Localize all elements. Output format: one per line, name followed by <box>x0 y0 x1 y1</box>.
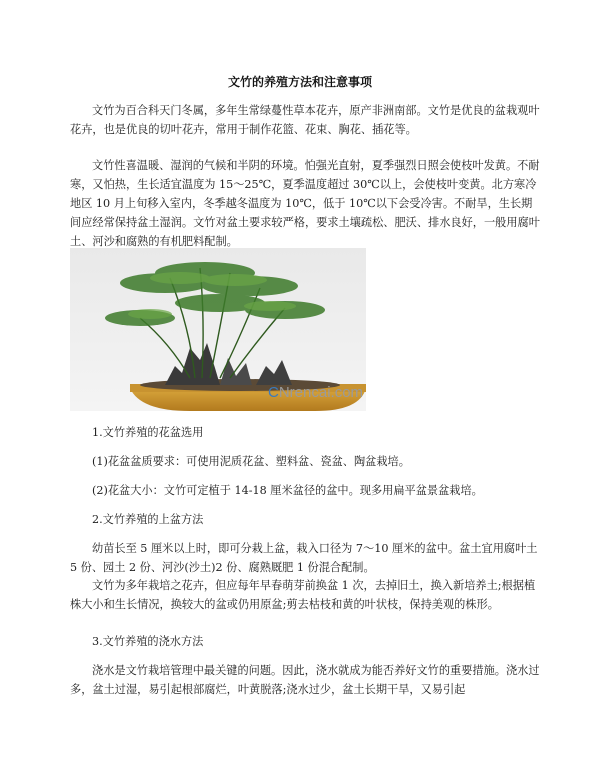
section-2-paragraph-2: 文竹为多年栽培之花卉，但应每年早春萌芽前换盆 1 次，去掉旧土，换入新培养土;根据植株大小和生长情况，换较大的盆或仍用原盆;剪去枯枝和黄的叶状枝，保持美观的株形。 <box>70 579 536 611</box>
section-2-heading: 2.文竹养殖的上盆方法 <box>92 513 204 526</box>
watermark-logo: CNrencai.com <box>268 384 364 401</box>
bonsai-photo <box>70 248 366 411</box>
section-3-heading: 3.文竹养殖的浇水方法 <box>92 635 204 648</box>
section-1-item-2: (2)花盆大小：文竹可定植于 14-18 厘米盆径的盆中。现多用扁平盆景盆栽培。 <box>92 484 483 497</box>
section-1-item-1: (1)花盆盆质要求：可使用泥质花盆、塑料盆、瓷盆、陶盆栽培。 <box>92 455 410 468</box>
habit-paragraph: 文竹性喜温暖、湿润的气候和半阴的环境。怕强光直射，夏季强烈日照会使枝叶发黄。不耐寒，又怕热，生长适宜温度为 15～25℃，夏季温度超过 30℃以上，会使枝叶变黄。北方寒冷地区 10 月上旬移入室内，冬季越冬温度为 10℃，低于 10℃以下会受冷害。不耐旱，生长期间应经常保持盆土湿润。文竹对盆土要求较严格，要求土壤疏松、肥沃、排水良好，一般用腐叶土、河沙和腐熟的有机肥料配制。 <box>70 159 540 248</box>
section-3-paragraph-1: 浇水是文竹栽培管理中最关键的问题。因此，浇水就成为能否养好文竹的重要措施。浇水过多，盆土过湿，易引起根部腐烂，叶黄脱落;浇水过少，盆土长期干旱，又易引起 <box>70 664 540 696</box>
section-2-paragraph-1: 幼苗长至 5 厘米以上时，即可分栽上盆，栽入口径为 7～10 厘米的盆中。盆土宜用腐叶土 5 份、园土 2 份、河沙(沙土)2 份、腐熟厩肥 1 份混合配制。 <box>70 542 538 574</box>
intro-paragraph: 文竹为百合科天门冬属，多年生常绿蔓性草本花卉，原产非洲南部。文竹是优良的盆栽观叶花卉，也是优良的切叶花卉，常用于制作花篮、花束、胸花、插花等。 <box>70 104 540 136</box>
page-title: 文竹的养殖方法和注意事项 <box>227 75 372 89</box>
section-1-heading: 1.文竹养殖的花盆选用 <box>92 426 204 439</box>
